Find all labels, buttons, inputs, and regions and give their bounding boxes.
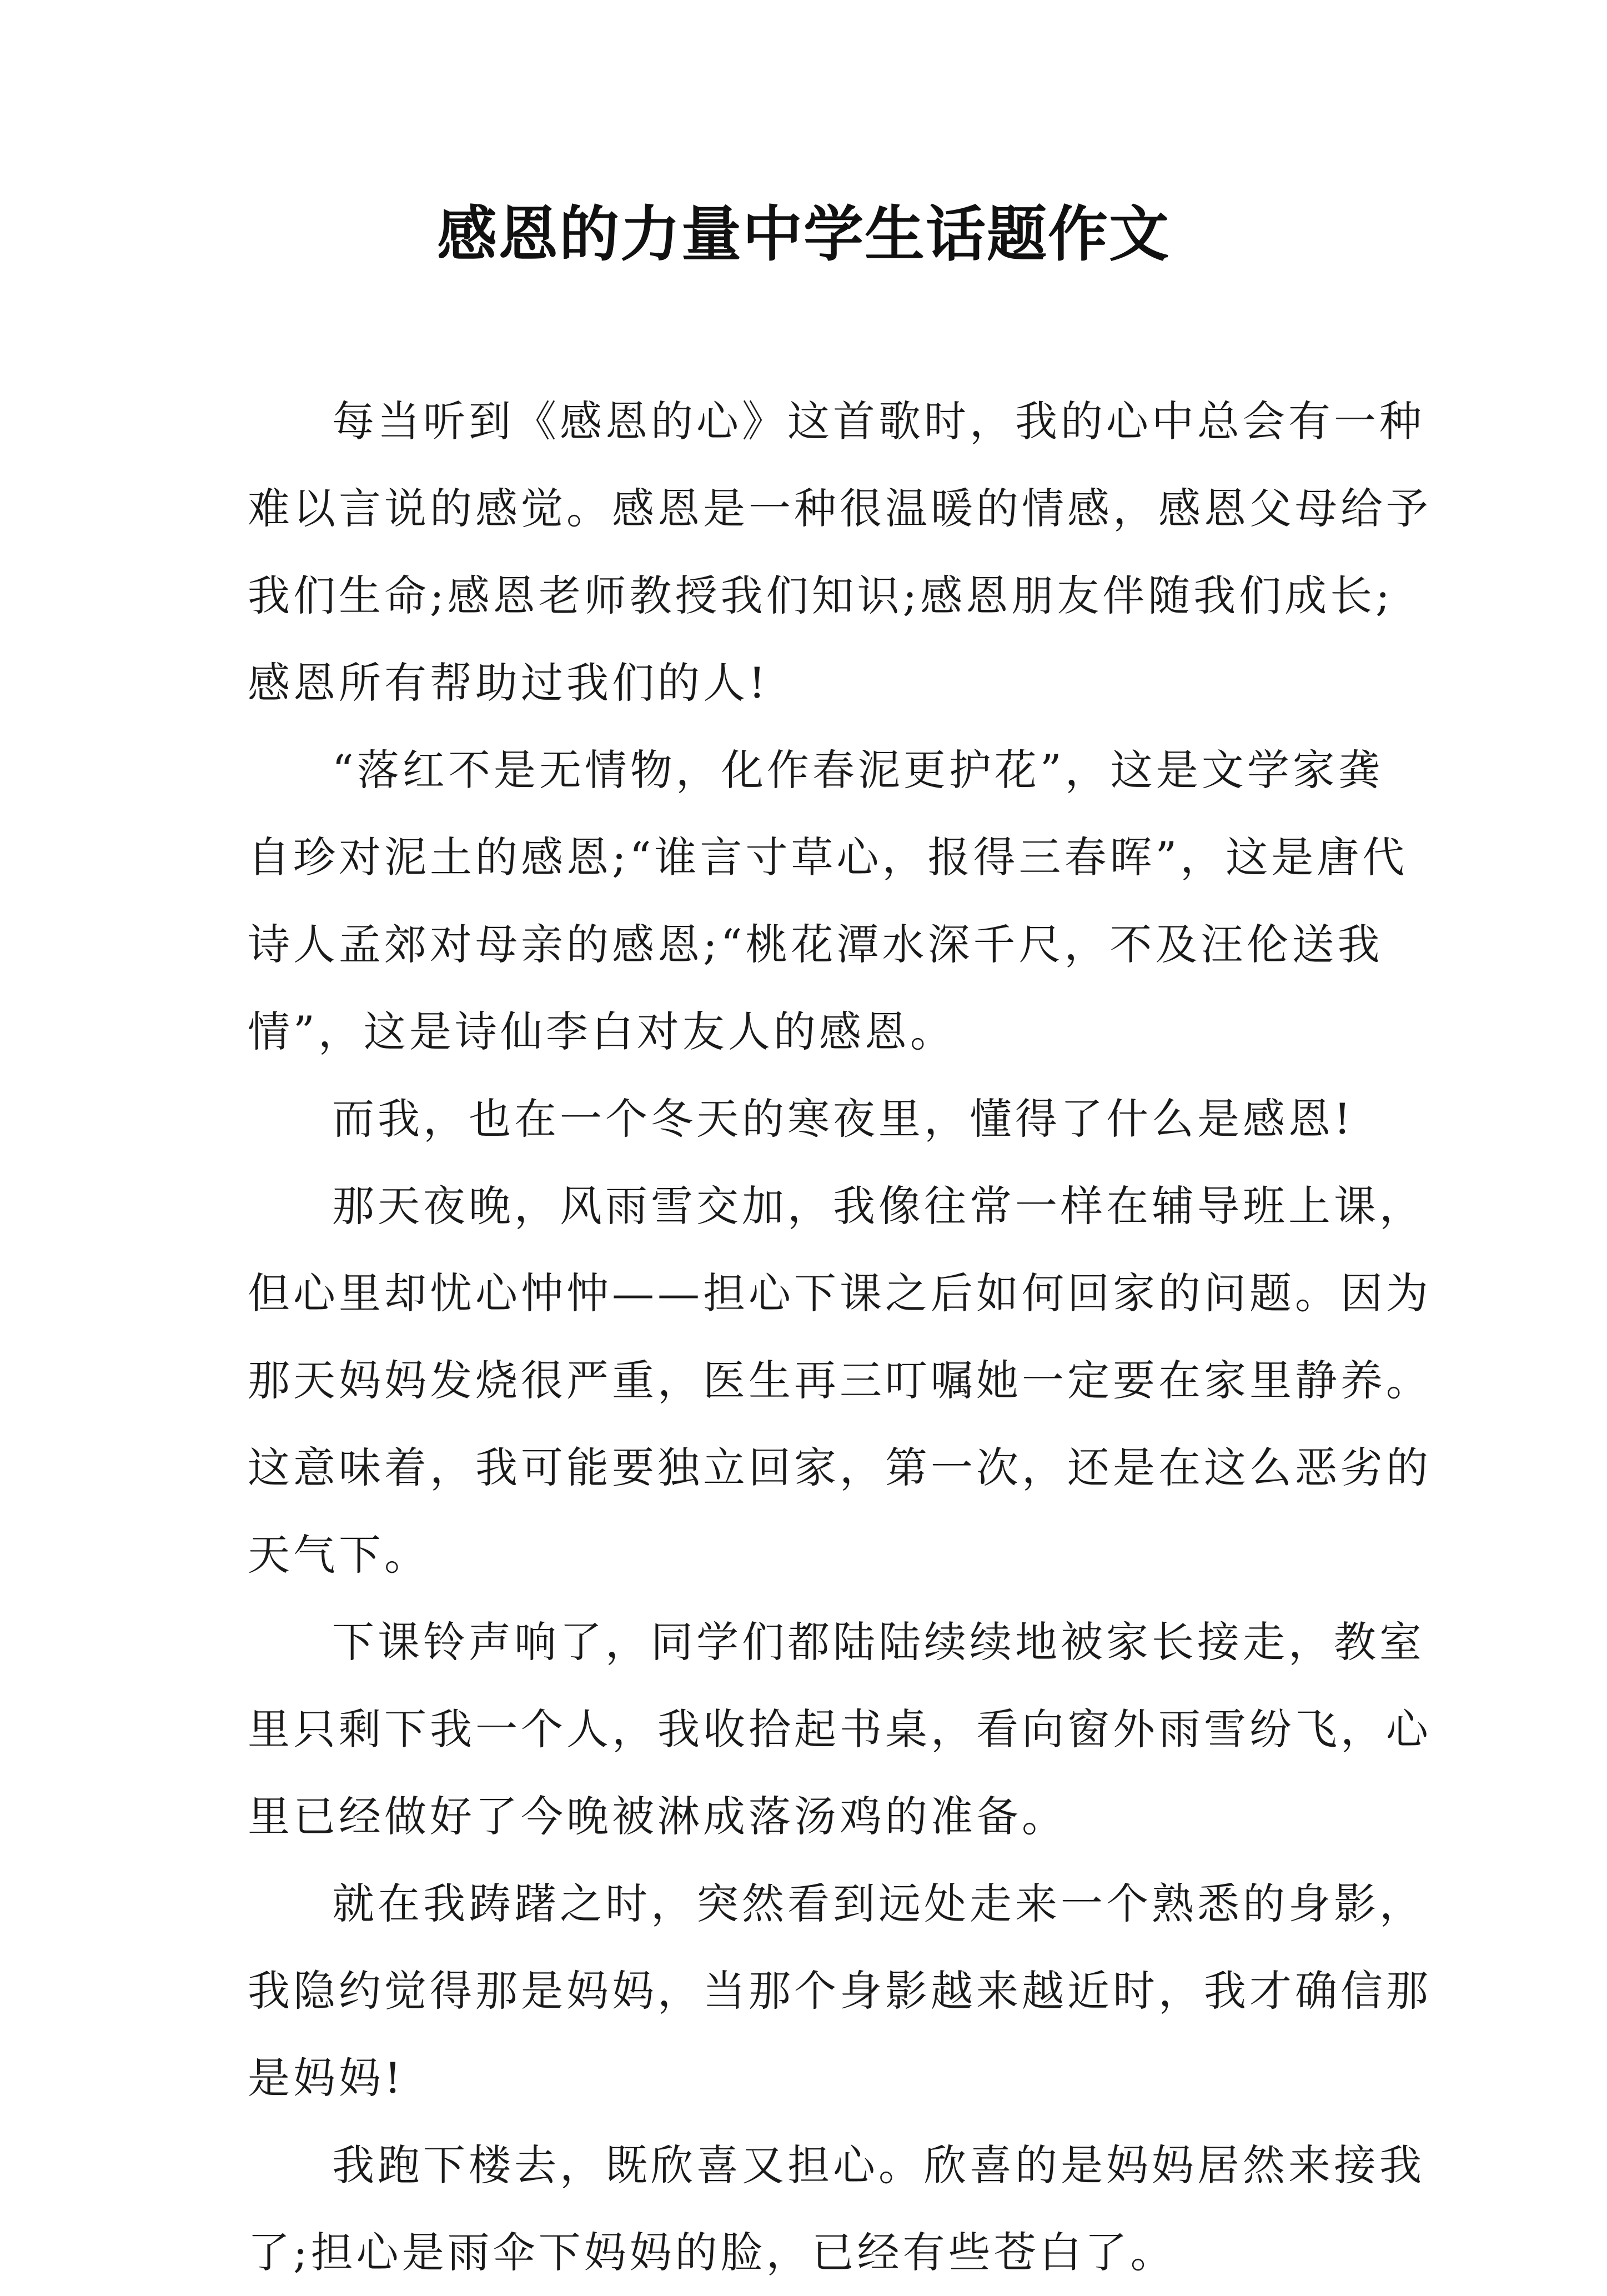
paragraph-line: 而我，也在一个冬天的寒夜里，懂得了什么是感恩! xyxy=(332,1094,1354,1144)
paragraph-line: 诗人孟郊对母亲的感恩;“桃花潭水深千尺，不及汪伦送我 xyxy=(248,920,1383,969)
paragraph-line: 就在我踌躇之时，突然看到远处走来一个熟悉的身影， xyxy=(332,1879,1425,1928)
paragraph-line: “落红不是无情物，化作春泥更护花”，这是文学家龚 xyxy=(332,745,1384,795)
paragraph-line: 下课铃声响了，同学们都陆陆续续地被家长接走，教室 xyxy=(332,1617,1425,1667)
paragraph-line: 天气下。 xyxy=(248,1530,430,1580)
document-title: 感恩的力量中学生话题作文 xyxy=(436,199,1170,269)
paragraph-line: 里已经做好了今晚被淋成落汤鸡的准备。 xyxy=(248,1792,1067,1841)
paragraph-1 xyxy=(248,378,1432,726)
paragraph-7 xyxy=(248,2122,1425,2296)
paragraph-line: 情”，这是诗仙李白对友人的感恩。 xyxy=(248,1007,956,1056)
paragraph-line: 每当听到《感恩的心》这首歌时，我的心中总会有一种 xyxy=(332,397,1425,446)
document-body xyxy=(248,378,1432,2296)
paragraph-line: 这意味着，我可能要独立回家，第一次，还是在这么恶劣的 xyxy=(248,1443,1432,1492)
paragraph-5 xyxy=(248,1598,1432,1860)
paragraph-3 xyxy=(248,1075,1380,1162)
paragraph-line: 是妈妈! xyxy=(248,2053,405,2103)
paragraph-line: 自珍对泥土的感恩;“谁言寸草心，报得三春晖”，这是唐代 xyxy=(248,833,1408,882)
paragraph-line: 那天夜晚，风雨雪交加，我像往常一样在辅导班上课， xyxy=(332,1181,1425,1231)
paragraph-line: 了;担心是雨伞下妈妈的脸，已经有些苍白了。 xyxy=(248,2228,1176,2277)
paragraph-2 xyxy=(248,726,1408,1075)
paragraph-line: 难以言说的感觉。感恩是一种很温暖的情感，感恩父母给予 xyxy=(248,484,1432,533)
paragraph-line: 我们生命;感恩老师教授我们知识;感恩朋友伴随我们成长; xyxy=(248,571,1393,620)
paragraph-6 xyxy=(248,1860,1432,2122)
paragraph-4 xyxy=(248,1162,1432,1598)
paragraph-line: 感恩所有帮助过我们的人! xyxy=(248,658,769,708)
paragraph-line: 我跑下楼去，既欣喜又担心。欣喜的是妈妈居然来接我 xyxy=(332,2140,1425,2190)
paragraph-line: 我隐约觉得那是妈妈，当那个身影越来越近时，我才确信那 xyxy=(248,1966,1432,2016)
paragraph-line: 里只剩下我一个人，我收拾起书桌，看向窗外雨雪纷飞，心 xyxy=(248,1705,1432,1754)
paragraph-line: 那天妈妈发烧很严重，医生再三叮嘱她一定要在家里静养。 xyxy=(248,1356,1432,1405)
paragraph-line: 但心里却忧心忡忡——担心下课之后如何回家的问题。因为 xyxy=(248,1269,1432,1318)
